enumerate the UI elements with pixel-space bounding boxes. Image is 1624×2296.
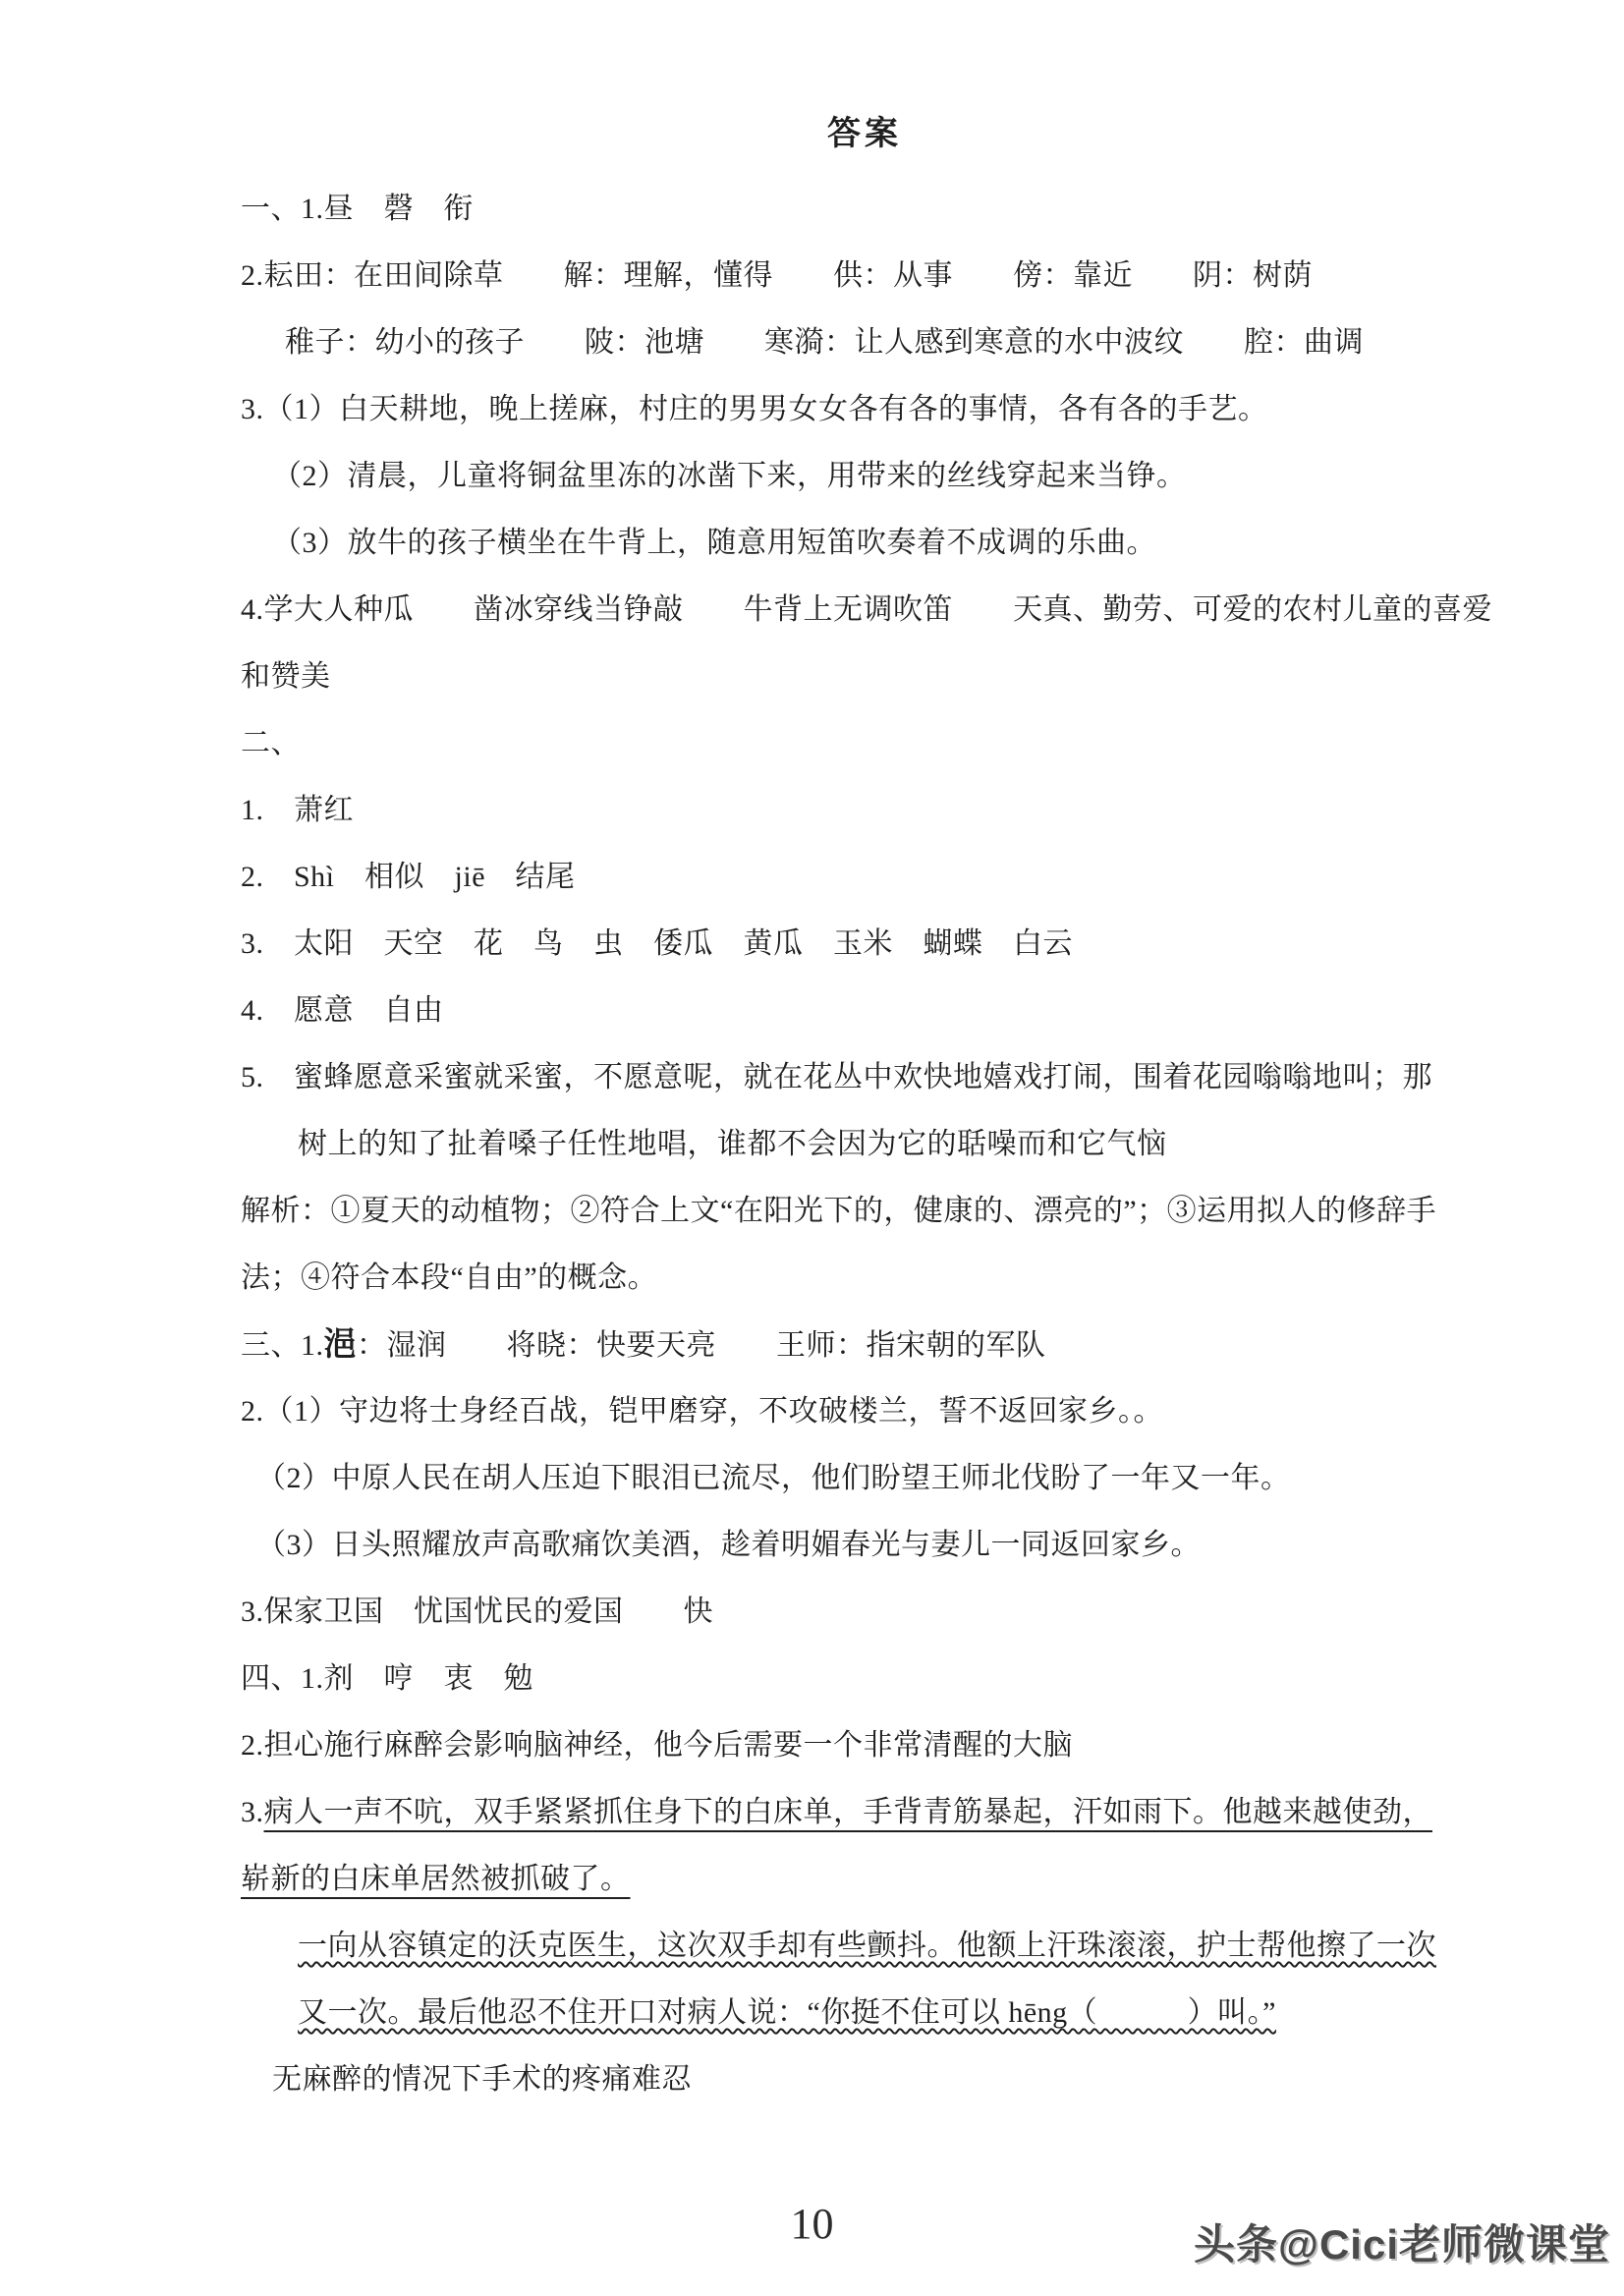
text-line [241, 1646, 1488, 1712]
text-segment: ：湿润 将晓：快要天亮 王师：指宋朝的军队 [357, 1329, 1046, 1362]
text-segment: 2. Shì 相似 jiē 结尾 [241, 861, 576, 893]
text-segment: 一、1.昼 磬 衔 [241, 193, 474, 225]
text-line [241, 1913, 1488, 1980]
text-segment: （2）中原人民在胡人压迫下眼泪已流尽，他们盼望王师北伐盼了一年又一年。 [256, 1462, 1291, 1494]
text-segment: 浥 [323, 1327, 357, 1363]
text-segment: 和赞美 [241, 660, 331, 693]
text-line [241, 1245, 1488, 1312]
text-line [241, 309, 1488, 376]
text-segment: 二、 [241, 727, 301, 759]
text-line [241, 911, 1488, 978]
text-line [241, 1779, 1488, 1846]
text-segment: （3）放牛的孩子横坐在牛背上，随意用短笛吹奏着不成调的乐曲。 [272, 527, 1156, 559]
text-segment: （2）清晨，儿童将铜盆里冻的冰凿下来，用带来的丝线穿起来当铮。 [272, 460, 1187, 492]
text-line [241, 710, 1488, 777]
text-line [241, 1044, 1488, 1111]
text-line [241, 2046, 1488, 2113]
text-segment: 4.学大人种瓜 凿冰穿线当铮敲 牛背上无调吹笛 天真、勤劳、可爱的农村儿童的喜爱 [241, 593, 1492, 626]
text-line [241, 1579, 1488, 1646]
text-line [241, 1178, 1488, 1245]
text-line [241, 1512, 1488, 1579]
watermark: 头条@Cici老师微课堂 [1194, 2221, 1610, 2268]
text-segment: 无麻醉的情况下手术的疼痛难忍 [272, 2063, 692, 2096]
text-segment: 4. 愿意 自由 [241, 994, 444, 1027]
text-segment: 法；④符合本段“自由”的概念。 [241, 1261, 658, 1294]
page-title: 答案 [827, 116, 902, 152]
answer-sheet [241, 93, 1492, 2113]
text-segment: 病人一声不吭，双手紧紧抓住身下的白床单，手背青筋暴起，汗如雨下。他越来越使劲， [263, 1796, 1432, 1828]
text-line [241, 1980, 1488, 2046]
text-line [241, 978, 1488, 1044]
text-segment: 三、1. [241, 1329, 324, 1362]
text-segment: 解析：①夏天的动植物；②符合上文“在阳光下的，健康的、漂亮的”；③运用拟人的修辞手 [241, 1195, 1437, 1227]
text-line [241, 844, 1488, 911]
lines-container [241, 176, 1492, 2113]
text-segment: 2.担心施行麻醉会影响脑神经，他今后需要一个非常清醒的大脑 [241, 1729, 1073, 1762]
text-segment: 1. 萧红 [241, 794, 354, 826]
text-segment: 3.保家卫国 忧国忧民的爱国 快 [241, 1596, 713, 1628]
text-segment: 四、1.剂 哼 衷 勉 [241, 1662, 533, 1695]
text-line [241, 577, 1492, 644]
text-line [241, 443, 1488, 510]
text-segment: （3）日头照耀放声高歌痛饮美酒，趁着明媚春光与妻儿一同返回家乡。 [256, 1529, 1201, 1561]
text-line [241, 1378, 1488, 1445]
text-line [241, 1445, 1488, 1512]
text-segment: 3. [241, 1796, 264, 1828]
page-number: 10 [790, 2200, 834, 2248]
text-line [241, 1846, 1488, 1913]
text-line [241, 510, 1488, 577]
text-segment: 2.（1）守边将士身经百战，铠甲磨穿，不攻破楼兰，誓不返回家乡。。 [241, 1395, 1163, 1428]
text-segment: 又一次。最后他忍不住开口对病人说：“你挺不住可以 hēng（ ）叫。” [298, 1996, 1276, 2029]
text-line [241, 176, 1488, 243]
text-segment: 3. 太阳 天空 花 鸟 虫 倭瓜 黄瓜 玉米 蝴蝶 白云 [241, 927, 1073, 960]
text-line [241, 243, 1488, 309]
text-segment: 5. 蜜蜂愿意采蜜就采蜜，不愿意呢，就在花丛中欢快地嬉戏打闹，围着花园嗡嗡地叫；那 [241, 1061, 1432, 1093]
text-segment: 崭新的白床单居然被抓破了。 [241, 1863, 631, 1895]
text-line [241, 1712, 1488, 1779]
text-line [241, 1111, 1488, 1178]
text-segment: 一向从容镇定的沃克医生，这次双手却有些颤抖。他额上汗珠滚滚，护士帮他擦了一次 [298, 1930, 1436, 1962]
text-line [241, 777, 1488, 844]
text-line [241, 1312, 1488, 1378]
text-line [241, 644, 1488, 710]
text-segment: 3.（1）白天耕地，晚上搓麻，村庄的男男女女各有各的事情，各有各的手艺。 [241, 393, 1268, 425]
text-line [241, 376, 1488, 443]
text-segment: 稚子：幼小的孩子 陂：池塘 寒漪：让人感到寒意的水中波纹 腔：曲调 [285, 326, 1364, 359]
text-segment: 树上的知了扯着嗓子任性地唱，谁都不会因为它的聒噪而和它气恼 [298, 1128, 1167, 1160]
text-segment: 2.耘田：在田间除草 解：理解，懂得 供：从事 傍：靠近 阴：树荫 [241, 259, 1313, 292]
